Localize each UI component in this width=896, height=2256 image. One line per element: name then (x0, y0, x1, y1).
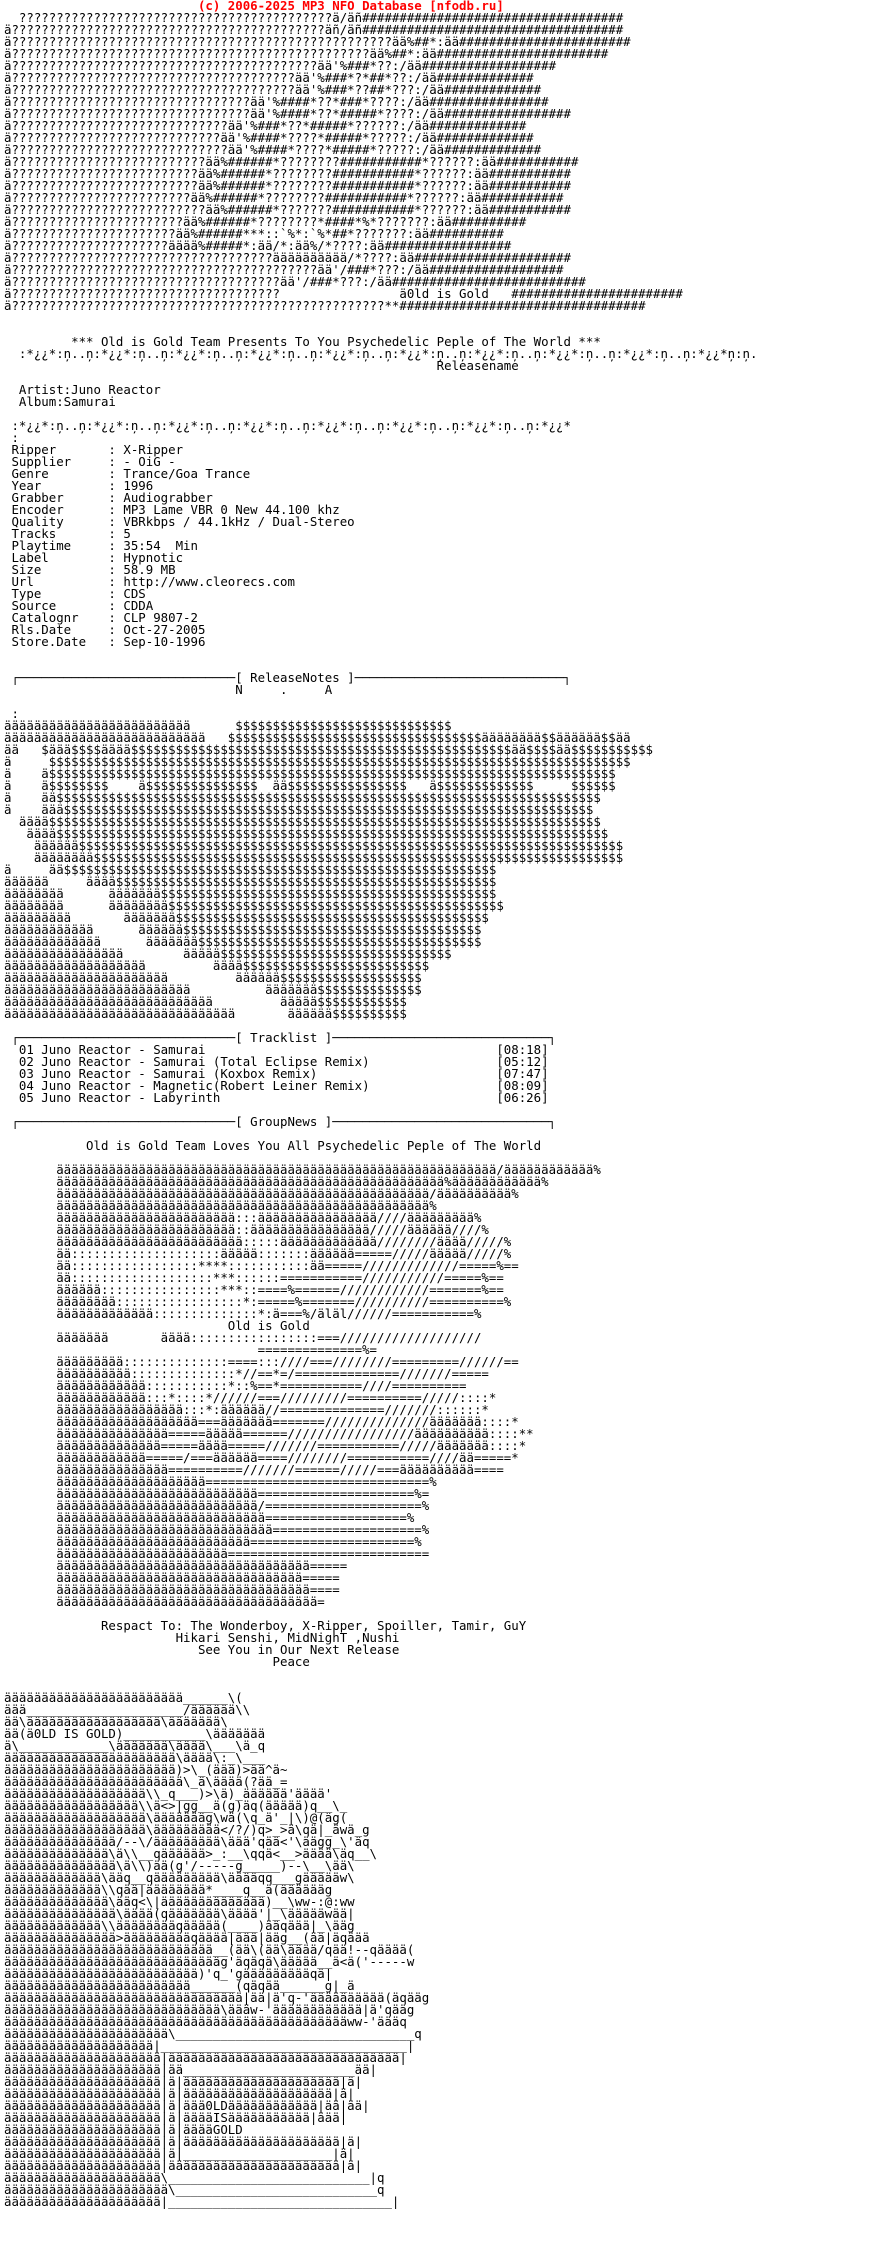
nfo-line: ääääääääääääää=====ääää=====///////===========/////äääääää::::* (4, 1438, 527, 1453)
nfo-line: Type : CDS (4, 586, 146, 601)
nfo-line: ä???????????????????????????????????ääääääääää/*????:ää##################### (4, 250, 571, 265)
nfo-line: äääääääääääääääääääääää)>\_(äää)>ää^ä~ (4, 1762, 288, 1777)
nfo-line: 03 Juno Reactor - Samurai (Koxbox Remix) [07:47] (4, 1066, 549, 1081)
nfo-line: ä????????????????????????????????ää'%####*??*###*????:/ää################ (4, 94, 549, 109)
nfo-line: Year : 1996 (4, 478, 154, 493)
nfo-line: ä??????????????????????????ää%######*????????###########*??????:ää########### (4, 154, 579, 169)
nfo-line: äääääääääääääääääääää|ä|äääääääääääääääääääää|ä| (4, 2134, 363, 2149)
nfo-line: ä???????????????????????????????????????????????????ää%##*:ää####################### (4, 34, 631, 49)
nfo-line: äääääääääääääääääääääääääääääääää===== (4, 1570, 340, 1585)
nfo-line: ääääääääääääääääääääää\________________________________q (4, 2026, 422, 2041)
nfo-line: äääääääää äääääää$$$$$$$$$$$$$$$$$$$$$$$$$$$$$$$$$$$$$$$$$$ (4, 910, 489, 925)
nfo-line: Tracks : 5 (4, 526, 131, 541)
nfo-line: ääääääääääää=====/===ääääää====////////===========////ää=====* (4, 1450, 519, 1465)
nfo-line: ää $äää$$$$ääää$$$$$$$$$$$$$$$$$$$$$$$$$$$$$$$$$$$$$$$$$$$$$$$$$$$ää$$$$ää$$$$$$$$$$$ (4, 742, 654, 757)
nfo-line: :*¿¿*:ņ..ņ:*¿¿*:ņ..ņ:*¿¿*:ņ..ņ:*¿¿*:ņ..ņ:*¿¿*:ņ..ņ:*¿¿*:ņ..ņ:*¿¿*:ņ..ņ:*¿¿*:ņ..ņ:*¿¿*:ņ..ņ:*¿¿*ņ:ņ. (4, 346, 758, 361)
nfo-line: äääääääääääääääääääää|ä|äääääääääääääääääääää|ä| (4, 2074, 363, 2089)
nfo-line: See You in Our Next Release (4, 1642, 400, 1657)
nfo-line: ääääääääääääää\ääq<\|ääääääääääääää)__\ww-:@:ww (4, 1894, 355, 1909)
nfo-line: Hikari Senshi, MidNighT ,Nushi (4, 1630, 400, 1645)
nfo-line: ä?????????????????????????????????????????ää'/###*???:/ää################## (4, 262, 564, 277)
nfo-line: ä?????????????????????????ää%######*????????###########*??????:ää########### (4, 178, 571, 193)
nfo-line: ä?????????????????????????????????????????ää'%###*??:/ää################## (4, 58, 557, 73)
nfo-line: äääääääääääääääääääääääääääääää ääääää$$$$$$$$$$ (4, 1006, 407, 1021)
nfo-line: ääääääääääää:::::::::::*::%==*===========////========== (4, 1378, 467, 1393)
nfo-line: ääääääääääääääääääääääää______\( (4, 1690, 243, 1705)
nfo-line: Supplier : - OiG - (4, 454, 176, 469)
nfo-line: ä?????????????????????ääää%#####*:ää/*:ää%/*????:ää################# (4, 238, 512, 253)
nfo-line: ääääääääääääääää äääää$$$$$$$$$$$$$$$$$$$$$$$$$$$$$$$ (4, 946, 452, 961)
nfo-line: ääääääääääääääääääääääääääääääää|ää|ä'q-'ääääääääää(äqääg (4, 1990, 430, 2005)
nfo-line: ä ä$$$$$$$$ ä$$$$$$$$$$$$$$$ ää$$$$$$$$$$$$$$$$ ä$$$$$$$$$$$$$ $$$$$$ (4, 778, 616, 793)
nfo-line: ä?????????????????????????????ää'%###*??*#####*??????:/ää############# (4, 118, 527, 133)
nfo-line: äääääääääääääääääääää|äääääääääääääääääääääääääääääää| (4, 2050, 407, 2065)
nfo-line: äääääääääääääääääääää|ä|ääääääääääääääääääää|ä| (4, 2086, 355, 2101)
nfo-line: äääääääääääääääääääääääääää $$$$$$$$$$$$$$$$$$$$$$$$$$$$$$$$$$ääääääää$$ääääää$$ää (4, 730, 631, 745)
nfo-line: ä\____________\äääääää\ääää\___\ä_q (4, 1738, 266, 1753)
nfo-line: äääääääääääääääääääääää\ääää\:_\___ (4, 1750, 266, 1765)
nfo-line (4, 696, 892, 708)
nfo-line: äääääääääääääääääääääääääääää\äääw-'ääääääääääää|ä'qääg (4, 2002, 415, 2017)
nfo-line: ä????????????????????????????????????????????????ää%##*:ää####################### (4, 46, 609, 61)
nfo-line: äääääääääääää\ääq__qäääääääää\ääääqq___gäääääw\ (4, 1870, 355, 1885)
nfo-line (4, 648, 892, 660)
nfo-line: ää::::::::::::::::::::äääää:::::::ääääää=====/////äääää/////% (4, 1246, 512, 1261)
nfo-line: ääääääääääääääääääääää\___________________________q (4, 2182, 385, 2197)
nfo-line: ääääääääääääääääääääääääääääääääää==== (4, 1582, 340, 1597)
nfo-line: ??????????????????????????????????????????ä/äñ################################### (4, 10, 624, 25)
nfo-line: 02 Juno Reactor - Samurai (Total Eclipse Remix) [05:12] (4, 1054, 549, 1069)
nfo-line: ää(ä0LD IS GOLD)___________\äääääää (4, 1726, 266, 1741)
nfo-line: äääääääääääää\\qää|ääääääää*____q__ä(ääääääg (4, 1882, 333, 1897)
nfo-line: ääääääääääääääääääää|_________________________________| (4, 2038, 415, 2053)
nfo-line: Artist:Juno Reactor (4, 382, 161, 397)
nfo-line: ä??????????????????????ää%######***::`%*:`%*##*???????:ää########## (4, 226, 504, 241)
nfo-line: Peace (4, 1654, 310, 1669)
nfo-line: ääääääääääääääääääääääääääääääääääääääääääääääääääää%ääääääääääää% (4, 1174, 549, 1189)
nfo-line: ääääää ääää$$$$$$$$$$$$$$$$$$$$$$$$$$$$$$$$$$$$$$$$$$$$$$$$$$$ (4, 874, 497, 889)
nfo-line: Playtime : 35:54 Min (4, 538, 198, 553)
nfo-line: äääääääääääääääääää\\_q___)>\ä)_ääääää'ääää' (4, 1786, 333, 1801)
nfo-line: ääääää$$$$$$$$$$$$$$$$$$$$$$$$$$$$$$$$$$$$$$$$$$$$$$$$$$$$$$$$$$$$$$$$$$$$$$$$$ (4, 838, 624, 853)
nfo-line: ääääääääääääääääääääääääääääääääääääääääääääääww-'äääq (4, 2014, 407, 2029)
nfo-line: ääääääää äääääää$$$$$$$$$$$$$$$$$$$$$$$$$$$$$$$$$$$$$$$$$$$$$ (4, 886, 497, 901)
nfo-line: ääääääää ääääääää$$$$$$$$$$$$$$$$$$$$$$$$$$$$$$$$$$$$$$$$$$$$$ (4, 898, 504, 913)
nfo-line: ä??????????????????????????????????????ää'%###*??##*???:/ää############# (4, 82, 542, 97)
nfo-line: ä????????????????????????????????????ää'/###*???:/ää########################## (4, 274, 586, 289)
nfo-line: ääääääää$$$$$$$$$$$$$$$$$$$$$$$$$$$$$$$$$$$$$$$$$$$$$$$$$$$$$$$$$$$$$$$$$$$$$$$ (4, 850, 624, 865)
nfo-line: ä????????????????????????ää%######*????????###########*??????:ää########### (4, 190, 564, 205)
nfo-line: äääääääää::::::::::::::====:::////===////////=========//////== (4, 1354, 519, 1369)
nfo-line: ääääääääää::::::::::::::*//==*=/==============///////===== (4, 1366, 489, 1381)
nfo-line: 05 Juno Reactor - Labyrinth [06:26] (4, 1090, 549, 1105)
nfo-line: äääääääääääääääääääää|ä|ääääISäääääääääää|äää| (4, 2110, 348, 2125)
nfo-line: Respact To: The Wonderboy, X-Ripper, Spoiller, Tamir, GuY (4, 1618, 527, 1633)
nfo-line: 01 Juno Reactor - Samurai [08:18] (4, 1042, 549, 1057)
nfo-line: ä???????????????????????ää%######*????????*####*%*???????:ää########## (4, 214, 527, 229)
nfo-line: ääääääää:::::::::::::::::*:=====%=======//////////==========% (4, 1294, 512, 1309)
nfo-line: : (4, 706, 19, 721)
nfo-line: Ripper : X-Ripper (4, 442, 184, 457)
nfo-line: ääääääääääääääääääääääää::ääääääääääääääää/////ääääää////% (4, 1222, 489, 1237)
nfo-line (4, 312, 892, 324)
nfo-line: ääää$$$$$$$$$$$$$$$$$$$$$$$$$$$$$$$$$$$$$$$$$$$$$$$$$$$$$$$$$$$$$$$$$$$$$$$$$$ (4, 826, 609, 841)
nfo-line: äääääääääääääääääää\äääääääg\wä(\q_ä'_|\)@(äg( (4, 1810, 348, 1825)
nfo-line: äääääääääääääääääääääääää______(qäqää______g|_ä (4, 1978, 355, 1993)
nfo-line: ä?????????????????????????ää%######*????????###########*??????:ää########### (4, 166, 571, 181)
nfo-line: *** Old is Gold Team Presents To You Psychedelic Peple of The World *** (4, 334, 601, 349)
nfo-line: ääääääääääääääääääääääääää======================% (4, 1534, 422, 1549)
nfo-line: Album:Samurai (4, 394, 116, 409)
nfo-line: N . A (4, 682, 333, 697)
nfo-line: äääääääääääääääääääääääääääää====================% (4, 1522, 430, 1537)
nfo-line: äää_____________________/ääääää\\ (4, 1702, 251, 1717)
nfo-line: ä?????????????????????????????ää'%####*????*#####*?????:/ää############# (4, 142, 542, 157)
nfo-line: Label : Hypnotic (4, 550, 184, 565)
nfo-line: Quality : VBRkbps / 44.1kHz / Dual-Stereo (4, 514, 355, 529)
nfo-line: :*¿¿*:ņ..ņ:*¿¿*:ņ..ņ:*¿¿*:ņ..ņ:*¿¿*:ņ..ņ:*¿¿*:ņ..ņ:*¿¿*:ņ..ņ:*¿¿*:ņ..ņ:*¿¿* (4, 418, 571, 433)
nfo-line: äääääääääääääää\ä\\)ää(g'/-----g_____)--\__\ää\ (4, 1858, 355, 1873)
nfo-line: äääääääääääääääääääääääääääääääääää= (4, 1594, 325, 1609)
nfo-line: Source : CDDA (4, 598, 154, 613)
nfo-line: äääääääääääääää/--\/äääääääää\äää'qää<'\äägg_\'äq (4, 1834, 370, 1849)
nfo-line: ä???????????????????????????????????? ä0ld is Gold ####################### (4, 286, 683, 301)
nfo-line: ääääääääääää:::*::::*//////===/////////==========/////::::* (4, 1390, 497, 1405)
nfo-line: äääääääääääääääääää===äääääää=======//////////////äääääää::::* (4, 1414, 519, 1429)
nfo-line: ä????????????????????????????????ää'%####*??*#####*????:/ää################# (4, 106, 571, 121)
nfo-line: ┌─────────────────────────────[ GroupNews ]─────────────────────────────┐ (4, 1114, 557, 1129)
nfo-line: äääääääääääääääääääää|ä|____________________|ä| (4, 2146, 355, 2161)
nfo-line: äääääääääääääää==========///////======/////===ääääääääää==== (4, 1462, 504, 1477)
nfo-line: äääääääääääääääääääää|äääääääääääääääääääääää|ä| (4, 2158, 363, 2173)
nfo-line: äääääääääääää::::::::::::::*:ä===%/äläl//////===========% (4, 1306, 482, 1321)
nfo-line: äääääääääääääääääääääääää äääääää$$$$$$$$$$$$$$ (4, 982, 422, 997)
nfo-line: äääääääääääääääääääää|______________________________| (4, 2194, 400, 2209)
nfo-line: ääääääääääääääääääääääääääää äääää$$$$$$$$$$$$ (4, 994, 407, 1009)
nfo-line: ä????????????????????????????ää'%####*????*#####*?????:/ää############# (4, 130, 534, 145)
nfo-line: ääääääääääääääääääääääääää)'q_'gäääääääääqä| (4, 1966, 333, 1981)
nfo-line: äääääääääääääääääääääääääää=====================%= (4, 1486, 430, 1501)
nfo-line: Old is Gold Team Loves You All Psychedelic Peple of The World (4, 1138, 542, 1153)
nfo-line: ä äää$$$$$$$$$$$$$$$$$$$$$$$$$$$$$$$$$$$$$$$$$$$$$$$$$$$$$$$$$$$$$$$$$$$$$$$ (4, 802, 594, 817)
nfo-line: Releasename (4, 358, 519, 373)
nfo-line: Size : 58.9 MB (4, 562, 176, 577)
nfo-line: Genre : Trance/Goa Trance (4, 466, 251, 481)
nfo-line: äääääääääääääääääääää|ä|ääääGOLD (4, 2122, 243, 2137)
nfo-line: ääääääääääääääääääääääää\_ä\ääää(?ää_= (4, 1774, 288, 1789)
nfo-line: ä ää$$$$$$$$$$$$$$$$$$$$$$$$$$$$$$$$$$$$$$$$$$$$$$$$$$$$$$$$$$$$$$$$$$$$$$$$$ (4, 790, 601, 805)
nfo-line: ääääääääääääääääääääääääääää===================% (4, 1510, 415, 1525)
nfo-line: äääääää ääää:::::::::::::::::===/////////////////// (4, 1330, 482, 1345)
nfo-line: ääääääääääääääääää\\ä<>|gg__ä(g)äq(äääää)q__\_ (4, 1798, 348, 1813)
copyright-header: (c) 2006-2025 MP3 NFO Database [nfodb.ru] (4, 0, 504, 13)
nfo-line: äääääääääääääääääääää|ä|äää0LDääääääääääää|ää|ää| (4, 2098, 370, 2113)
nfo-line: Store.Date : Sep-10-1996 (4, 634, 206, 649)
nfo-line: Encoder : MP3 Lame VBR 0 New 44.100 khz (4, 502, 340, 517)
nfo-line: 04 Juno Reactor - Magnetic(Robert Leiner Remix) [08:09] (4, 1078, 549, 1093)
nfo-line: äääääääääääääääääääääääääääääääääääääääääääääääääääääääääää/ääääääääääää% (4, 1162, 601, 1177)
nfo-line: ääääääääääääääääääääääää:::ääääääääääääääää////äääääääää% (4, 1210, 482, 1225)
nfo-line: ä??????????????????????????????????????????äñ/äñ################################### (4, 22, 624, 37)
nfo-line: ääääääääääääääääääääääääääääääääääääääääääääääääää% (4, 1198, 437, 1213)
nfo-line: äääääääääääääääääääääääääääääg'äqäqä\äääää__ä<ä('-----w (4, 1954, 415, 1969)
nfo-line: ää:::::::::::::::::****:::::::::::ää=====/////////////=====%== (4, 1258, 519, 1273)
nfo-line: äääääääääääääääääääääääää:::::äääääääääääää////////ääää/////% (4, 1234, 512, 1249)
nfo-line: äääääääääääääääääää ääää$$$$$$$$$$$$$$$$$$$$$$$$$ (4, 958, 430, 973)
nfo-line: äääääääääääääääääääääääää $$$$$$$$$$$$$$$$$$$$$$$$$$$$$ (4, 718, 452, 733)
nfo-line: Rls.Date : Oct-27-2005 (4, 622, 206, 637)
nfo-line: Catalognr : CLP 9807-2 (4, 610, 198, 625)
nfo-line: ä ää$$$$$$$$$$$$$$$$$$$$$$$$$$$$$$$$$$$$$$$$$$$$$$$$$$$$$$$$$$ (4, 862, 497, 877)
nfo-line: ääääääääääääääääääääääääääää__(ää\(ää\ääää/qää!--qääää( (4, 1942, 415, 1957)
nfo-line: ääääääääääääääääääääää ääääää$$$$$$$$$$$$$$$$$$$ (4, 970, 422, 985)
nfo-line: ┌─────────────────────────────[ Tracklist ]─────────────────────────────┐ (4, 1030, 557, 1045)
nfo-line: ä $$$$$$$$$$$$$$$$$$$$$$$$$$$$$$$$$$$$$$$$$$$$$$$$$$$$$$$$$$$$$$$$$$$$$$$$$$$$$$ (4, 754, 631, 769)
nfo-line: Grabber : Audiograbber (4, 490, 213, 505)
nfo-line: ┌─────────────────────────────[ ReleaseNotes ]────────────────────────────┐ (4, 670, 571, 685)
nfo-line: äääääääääääääää\ääää(qäääääää\ääää'|_\äääääwää| (4, 1906, 355, 1921)
nfo-line: ää:::::::::::::::::::***::::::===========///////////=====%== (4, 1270, 504, 1285)
nfo-line: äääääääääääääääääääääääääää/=====================% (4, 1498, 430, 1513)
nfo-line (4, 1668, 892, 1680)
nfo-line: ääääääääääääääääääääääääääääääääääääääääääääääääää/ääääääääää% (4, 1186, 519, 1201)
nfo-line: ääää$$$$$$$$$$$$$$$$$$$$$$$$$$$$$$$$$$$$$$$$$$$$$$$$$$$$$$$$$$$$$$$$$$$$$$$$$$ (4, 814, 601, 829)
nfo-line: ä??????????????????????????????????????ää'%###*?*##*??:/ää############# (4, 70, 534, 85)
nfo-line: ääääää::::::::::::::::***::====%======////////////=======%== (4, 1282, 504, 1297)
nfo-line: Old is Gold (4, 1318, 310, 1333)
nfo-line: Url : http://www.cleorecs.com (4, 574, 295, 589)
nfo-line: äääääääääääää\\ääääääääqäääää(____)ääqäää|_\ääg (4, 1918, 355, 1933)
nfo-line: äääääääääääääää=====äääää======/////////////////ääääääääää::::** (4, 1426, 534, 1441)
nfo-line: ä??????????????????????????????????????????????????**################################# (4, 298, 646, 313)
nfo-line: ää\ääääääääääääääääää\äääääää\ (4, 1714, 228, 1729)
nfo-line: ääääääääääääää\ä\\__qääääää>_:__\qqä<__>ääää\äq__\ (4, 1846, 377, 1861)
nfo-line: ääääääääääääääääääääääääääääääääää===== (4, 1558, 348, 1573)
nfo-line: äääääääääääääääääääää|ää_______________________ää| (4, 2062, 377, 2077)
nfo-text (4, 0, 892, 2256)
nfo-line: äääääääääääääääääää\äääääääää</?/)q>_>ä\qä|_äwä_g (4, 1822, 370, 1837)
nfo-line: äääääääääääääää>äääääääääqääää|äää|ääg__(ää|äqäää (4, 1930, 370, 1945)
nfo-line: äääääääääääääääää:::*:ääääää//==============///////::::::* (4, 1402, 489, 1417)
nfo-line: ääääääääääää ääääää$$$$$$$$$$$$$$$$$$$$$$$$$$$$$$$$$$$$$$$$ (4, 922, 482, 937)
nfo-line: ä??????????????????????????ää%######*???????###########*??????:ää########### (4, 202, 571, 217)
nfo-line: äääääääääääääääääääää\___________________________|q (4, 2170, 385, 2185)
nfo-line: ä ä$$$$$$$$$$$$$$$$$$$$$$$$$$$$$$$$$$$$$$$$$$$$$$$$$$$$$$$$$$$$$$$$$$$$$$$$$$$$ (4, 766, 616, 781)
nfo-line: äääääääääääää äääääää$$$$$$$$$$$$$$$$$$$$$$$$$$$$$$$$$$$$$$ (4, 934, 482, 949)
nfo-line: äääääääääääääääääääääää=========================== (4, 1546, 430, 1561)
nfo-line: : (4, 430, 19, 445)
nfo-line: ==============%= (4, 1342, 377, 1357)
nfo-line: ääääääääääääääääääää==============================% (4, 1474, 437, 1489)
